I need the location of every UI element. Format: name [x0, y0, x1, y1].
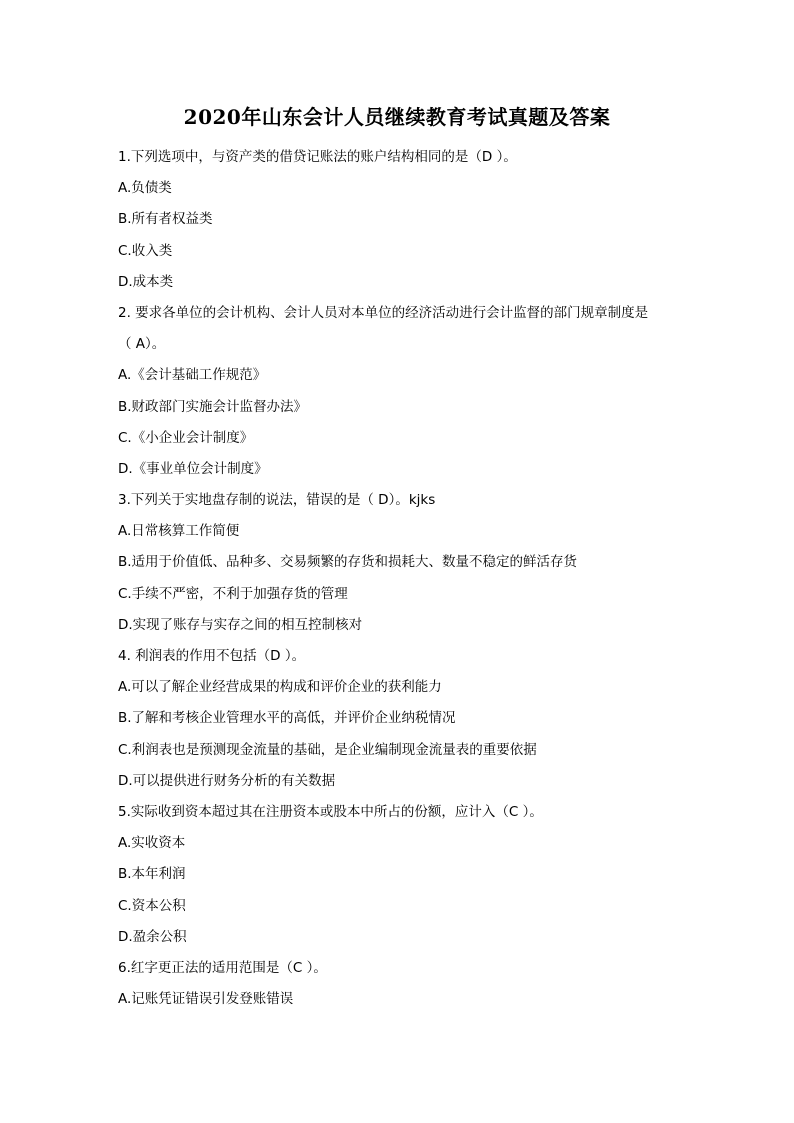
text-line: 6.红字更正法的适用范围是（C ）。 — [118, 959, 327, 976]
text-line: 2. 要求各单位的会计机构、会计人员对本单位的经济活动进行会计监督的部门规章制度是 — [118, 304, 649, 321]
text-line: C.资本公积 — [118, 897, 186, 914]
text-line: A.《会计基础工作规范》 — [118, 367, 267, 384]
text-line: A.记账凭证错误引发登账错误 — [118, 991, 294, 1008]
text-line: A.日常核算工作简便 — [118, 523, 240, 540]
text-line: A.负债类 — [118, 180, 172, 197]
text-line: B.适用于价值低、品种多、交易频繁的存货和损耗大、数量不稳定的鲜活存货 — [118, 554, 578, 571]
text-line: B.了解和考核企业管理水平的高低，并评价企业纳税情况 — [118, 710, 456, 727]
text-line: C.利润表也是预测现金流量的基础，是企业编制现金流量表的重要依据 — [118, 741, 537, 758]
text-line: D.实现了账存与实存之间的相互控制核对 — [118, 616, 363, 633]
text-line: A.可以了解企业经营成果的构成和评价企业的获利能力 — [118, 679, 442, 696]
text-line: D.成本类 — [118, 273, 174, 290]
text-line: 5.实际收到资本超过其在注册资本或股本中所占的份额，应计入（C ）。 — [118, 803, 543, 820]
text-line: 4. 利润表的作用不包括（D ）。 — [118, 648, 306, 664]
document-body — [118, 142, 688, 1015]
text-line: B.所有者权益类 — [118, 211, 213, 228]
text-line: C.《小企业会计制度》 — [118, 429, 254, 446]
text-line: D.《事业单位会计制度》 — [118, 460, 268, 477]
text-line: D.盈余公积 — [118, 928, 187, 945]
text-line: （ A）。 — [118, 336, 166, 353]
document-title: 2020年山东会计人员继续教育考试真题及答案 — [183, 105, 611, 129]
text-line: C.手续不严密，不利于加强存货的管理 — [118, 585, 348, 602]
text-line: A.实收资本 — [118, 835, 186, 852]
text-line: B.财政部门实施会计监督办法》 — [118, 398, 308, 415]
text-line: 1.下列选项中，与资产类的借贷记账法的账户结构相同的是（D ）。 — [118, 149, 517, 165]
text-line: C.收入类 — [118, 242, 173, 259]
text-line: 3.下列关于实地盘存制的说法，错误的是（ D）。kjks — [118, 492, 436, 509]
text-line: D.可以提供进行财务分析的有关数据 — [118, 772, 336, 789]
text-line: B.本年利润 — [118, 866, 186, 883]
